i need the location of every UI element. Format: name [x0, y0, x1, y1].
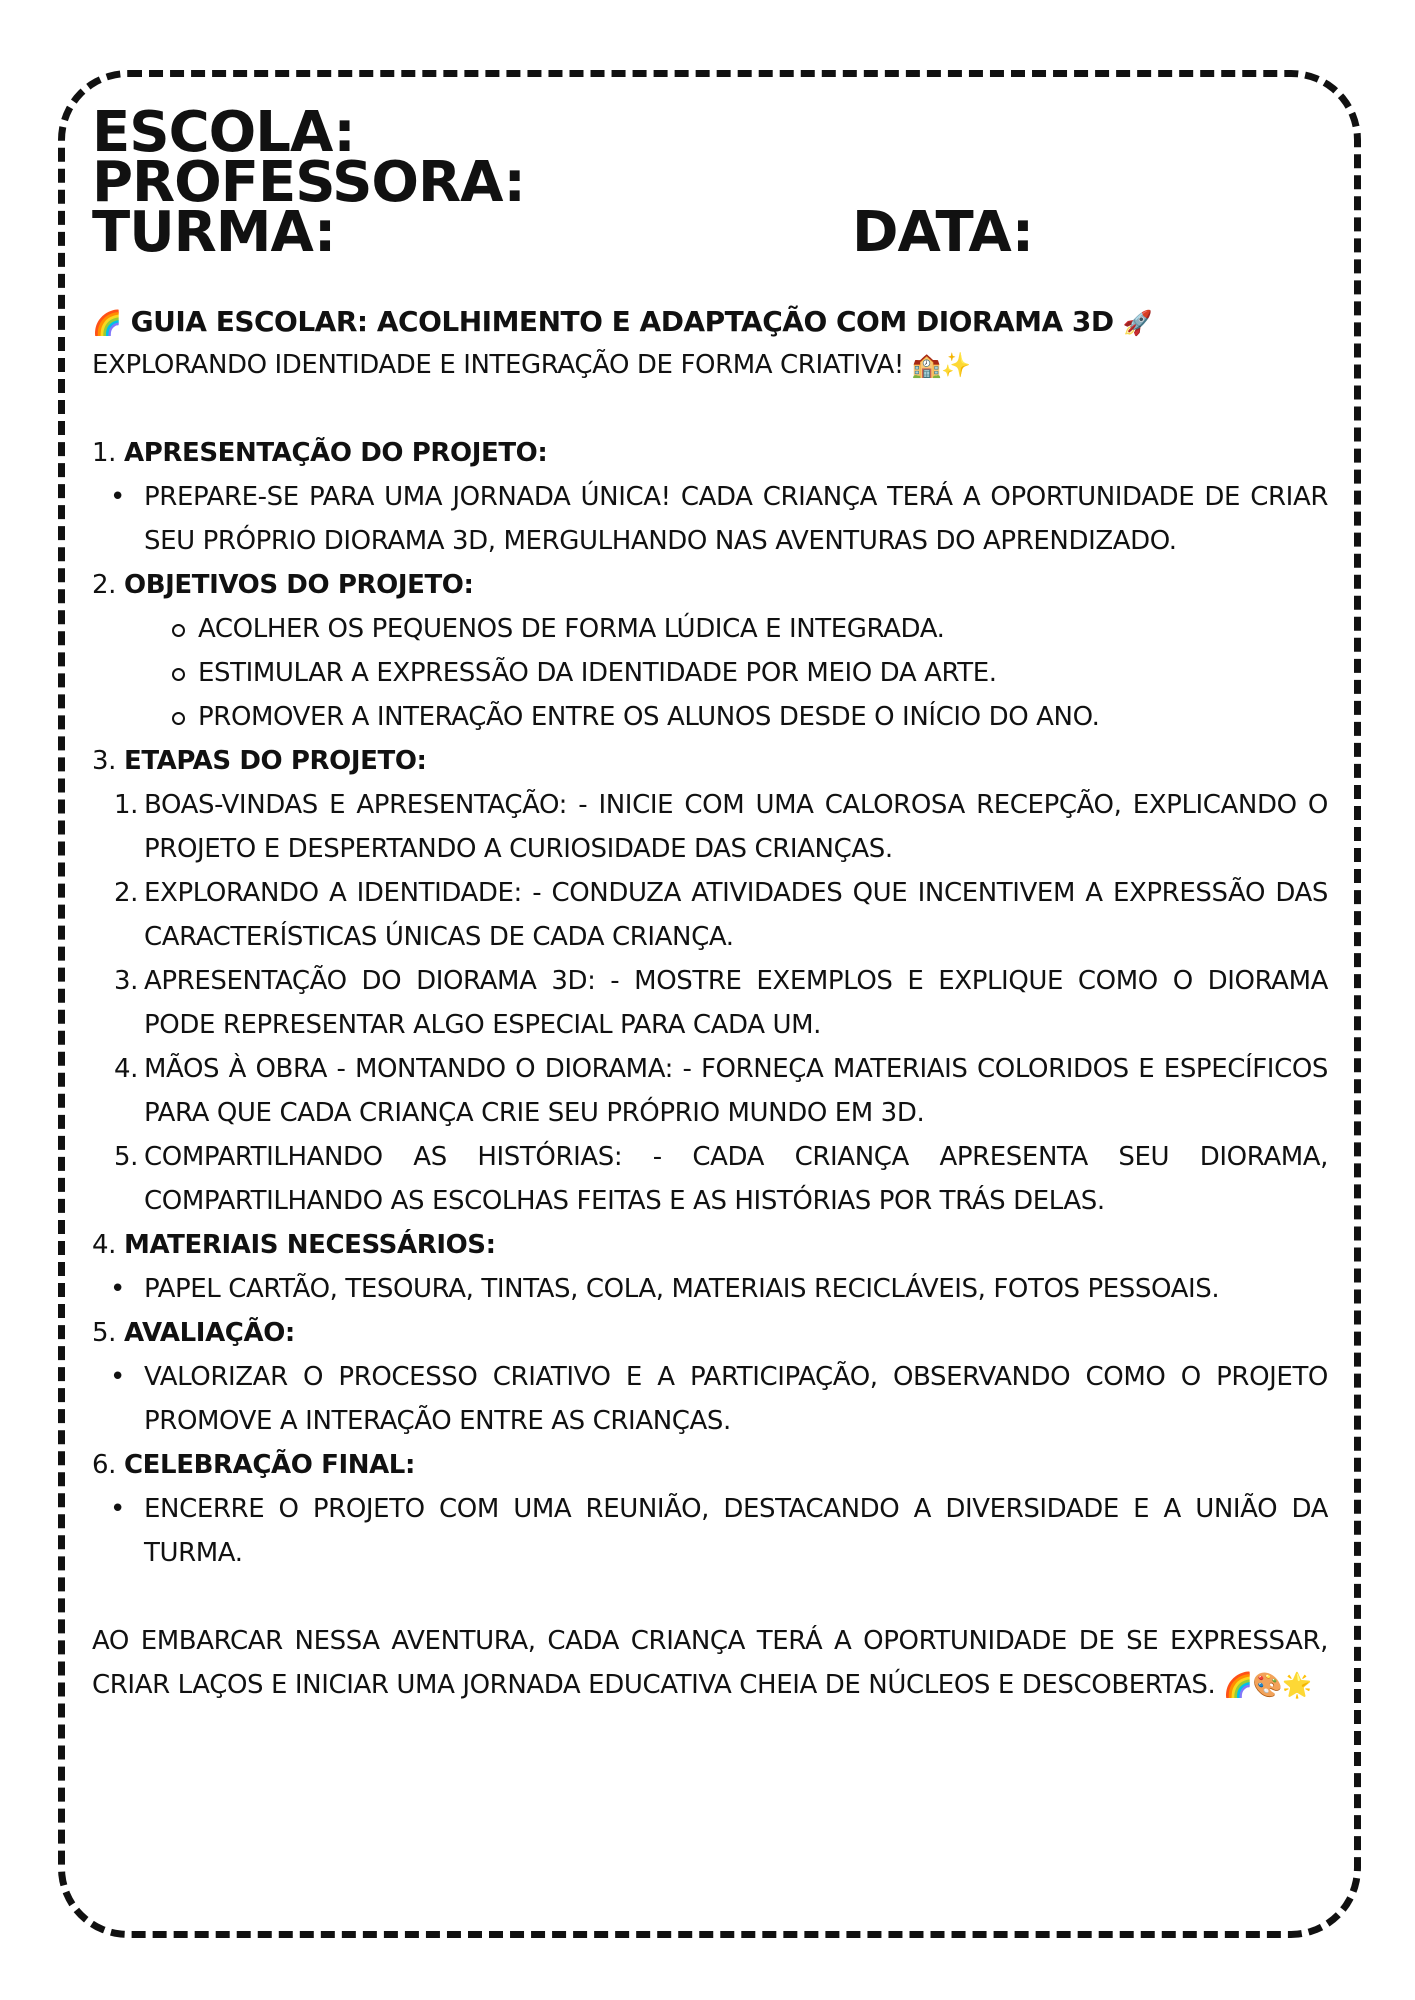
escola-label: ESCOLA:	[92, 100, 355, 165]
guide-subtitle	[92, 343, 1328, 387]
guide-title-text: GUIA ESCOLAR: ACOLHIMENTO E ADAPTAÇÃO COM DIORAMA 3D	[130, 305, 1114, 338]
section-number: 6.	[92, 1450, 117, 1480]
professora-label: PROFESSORA:	[92, 150, 525, 215]
bullet-item: • PREPARE-SE PARA UMA JORNADA ÚNICA! CADA CRIANÇA TERÁ A OPORTUNIDADE DE CRIAR SEU PRÓPRIO DIORAMA 3D, MERGULHANDO NAS AVENTURAS DO APRENDIZADO.	[92, 475, 1328, 563]
objective-item: ESTIMULAR A EXPRESSÃO DA IDENTIDADE POR MEIO DA ARTE.	[92, 651, 1328, 695]
section-title: APRESENTAÇÃO DO PROJETO:	[124, 438, 548, 468]
header-block	[92, 100, 1328, 265]
bullet-item: • VALORIZAR O PROCESSO CRIATIVO E A PARTICIPAÇÃO, OBSERVANDO COMO O PROJETO PROMOVE A INTERAÇÃO ENTRE AS CRIANÇAS.	[92, 1355, 1328, 1443]
section-number: 4.	[92, 1230, 117, 1260]
step-number: 3.	[114, 966, 139, 996]
data-label: DATA:	[852, 200, 1034, 265]
bullet-item: • ENCERRE O PROJETO COM UMA REUNIÃO, DESTACANDO A DIVERSIDADE E A UNIÃO DA TURMA.	[92, 1487, 1328, 1575]
section-title: CELEBRAÇÃO FINAL:	[124, 1450, 415, 1480]
objective-item: PROMOVER A INTERAÇÃO ENTRE OS ALUNOS DESDE O INÍCIO DO ANO.	[92, 695, 1328, 739]
step-item	[92, 783, 1328, 871]
step-text: EXPLORANDO A IDENTIDADE: - CONDUZA ATIVIDADES QUE INCENTIVEM A EXPRESSÃO DAS CARACTERÍSTICAS ÚNICAS DE CADA CRIANÇA.	[144, 878, 1328, 952]
school-sparkles-icon: 🏫✨	[911, 351, 971, 379]
section-title: OBJETIVOS DO PROJETO:	[124, 570, 474, 600]
objective-item: ACOLHER OS PEQUENOS DE FORMA LÚDICA E INTEGRADA.	[92, 607, 1328, 651]
step-text: BOAS-VINDAS E APRESENTAÇÃO: - INICIE COM UMA CALOROSA RECEPÇÃO, EXPLICANDO O PROJETO E DESPERTANDO A CURIOSIDADE DAS CRIANÇAS.	[144, 790, 1328, 864]
step-item	[92, 1135, 1328, 1223]
section-heading	[92, 739, 1328, 783]
section-heading	[92, 1223, 1328, 1267]
rainbow-palette-star-icon: 🌈🎨🌟	[1223, 1671, 1312, 1699]
rocket-icon: 🚀	[1122, 309, 1153, 337]
step-number: 1.	[114, 790, 139, 820]
section-title: AVALIAÇÃO:	[124, 1318, 295, 1348]
guide-subtitle-text: EXPLORANDO IDENTIDADE E INTEGRAÇÃO DE FORMA CRIATIVA!	[92, 350, 904, 380]
step-text: APRESENTAÇÃO DO DIORAMA 3D: - MOSTRE EXEMPLOS E EXPLIQUE COMO O DIORAMA PODE REPRESENTAR ALGO ESPECIAL PARA CADA UM.	[144, 966, 1328, 1040]
closing-text: AO EMBARCAR NESSA AVENTURA, CADA CRIANÇA TERÁ A OPORTUNIDADE DE SE EXPRESSAR, CRIAR LAÇOS E INICIAR UMA JORNADA EDUCATIVA CHEIA DE NÚCLEOS E DESCOBERTAS.	[92, 1626, 1328, 1700]
step-number: 4.	[114, 1054, 139, 1084]
step-item	[92, 871, 1328, 959]
section-number: 1.	[92, 438, 117, 468]
section-heading	[92, 563, 1328, 607]
bullet-item: • PAPEL CARTÃO, TESOURA, TINTAS, COLA, MATERIAIS RECICLÁVEIS, FOTOS PESSOAIS.	[92, 1267, 1328, 1311]
section-title: ETAPAS DO PROJETO:	[124, 746, 427, 776]
step-text: COMPARTILHANDO AS HISTÓRIAS: - CADA CRIANÇA APRESENTA SEU DIORAMA, COMPARTILHANDO AS ESCOLHAS FEITAS E AS HISTÓRIAS POR TRÁS DELAS.	[144, 1142, 1328, 1216]
section-heading	[92, 431, 1328, 475]
sections	[92, 431, 1328, 1707]
section-heading	[92, 1311, 1328, 1355]
step-item	[92, 959, 1328, 1047]
turma-label: TURMA:	[92, 200, 336, 265]
section-title: MATERIAIS NECESSÁRIOS:	[124, 1230, 496, 1260]
section-heading	[92, 1443, 1328, 1487]
step-text: MÃOS À OBRA - MONTANDO O DIORAMA: - FORNEÇA MATERIAIS COLORIDOS E ESPECÍFICOS PARA QUE CADA CRIANÇA CRIE SEU PRÓPRIO MUNDO EM 3D.	[144, 1054, 1328, 1128]
step-item	[92, 1047, 1328, 1135]
step-number: 2.	[114, 878, 139, 908]
step-number: 5.	[114, 1142, 139, 1172]
rainbow-icon: 🌈	[92, 309, 122, 337]
section-number: 2.	[92, 570, 117, 600]
section-number: 5.	[92, 1318, 117, 1348]
document-content	[92, 100, 1328, 1707]
closing-paragraph	[92, 1619, 1328, 1707]
guide-title	[92, 302, 1328, 343]
section-number: 3.	[92, 746, 117, 776]
